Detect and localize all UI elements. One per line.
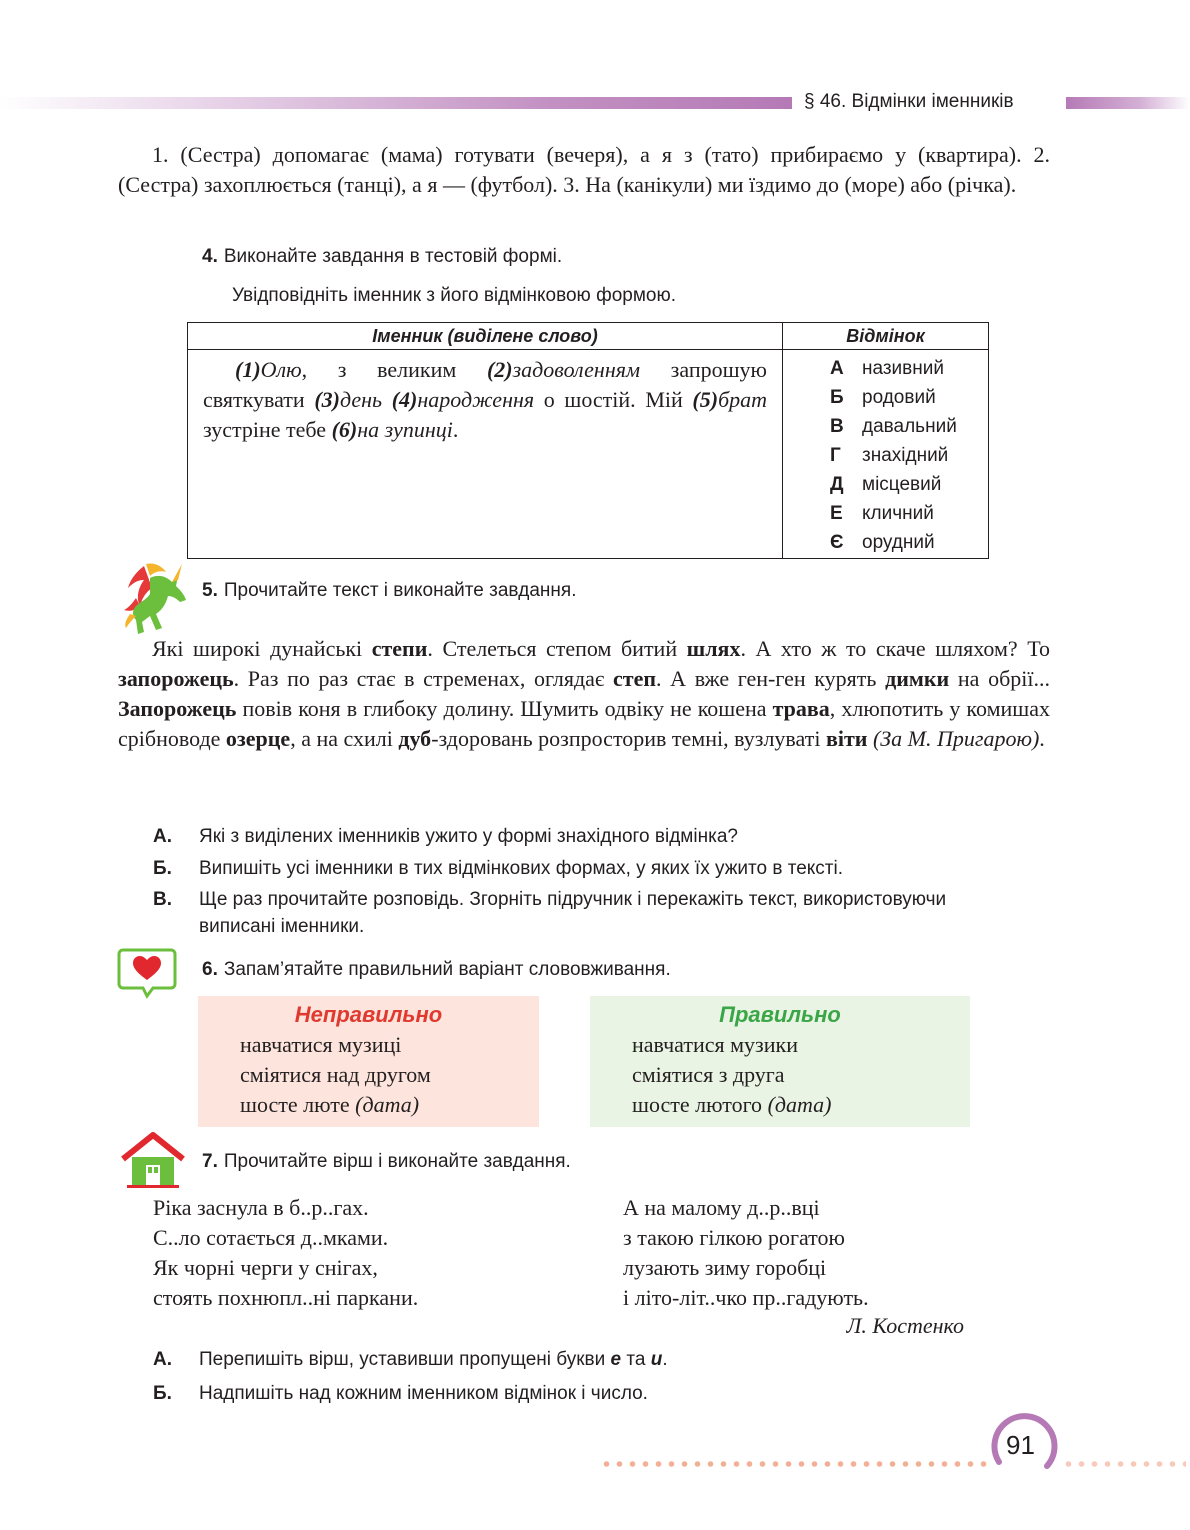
poem-line: стоять похнюпл..ні паркани.: [153, 1285, 419, 1310]
wrong-usage-line: навчатися музиці: [240, 1032, 402, 1057]
matching-table: [187, 322, 989, 559]
task5-paragraph: Які широкі дунайські степи. Стелеться степом битий шлях. А хто ж то скаче шляхом? То запорожець. Раз по раз стає в стременах, оглядає степ. А вже ген-ген курять димки на обрії... Запорожець повів коня в глибоку долину. Шумить одвіку не кошена трава, хлюпотить у комишах срібноводе озерце, а на схилі дуб-здоровань розпросторив темні, вузлуваті віти (За М. Пригарою).: [118, 636, 1051, 751]
intro-paragraph: 1. (Сестра) допомагає (мама) готувати (вечеря), а я з (тато) прибираємо у (квартира). 2. (Сестра) захоплюється (танці), а я — (футбол). 3. На (канікули) ми їздимо до (море) або (річка).: [118, 142, 1050, 197]
unicorn-icon: [116, 558, 200, 642]
poem-author: Л. Костенко: [846, 1313, 964, 1338]
poem-line: С..ло сотається д..мками.: [153, 1225, 389, 1250]
right-usage-line: сміятися з друга: [632, 1062, 785, 1087]
right-usage-line: шосте лютого (дата): [632, 1092, 832, 1117]
wrong-usage-box: [198, 996, 539, 1127]
poem-line: А на малому д..р..вці: [623, 1195, 820, 1220]
header-bar-left: [0, 97, 792, 109]
right-usage-box: [590, 996, 970, 1127]
task7-item-b: Б. Надпишіть над кожним іменником відмінок і число.: [153, 1383, 648, 1404]
page-dots-left: [600, 1461, 990, 1467]
case-option: Е кличний: [830, 503, 934, 524]
table-text-cell: [188, 350, 783, 559]
page-dots-right: [1062, 1461, 1186, 1467]
task4-subinstruction: Увідповідніть іменник з його відмінковою формою.: [232, 285, 676, 306]
poem-right-column: [623, 1193, 869, 1313]
case-option: Г знахідний: [830, 445, 949, 466]
page-number: 91: [1006, 1430, 1035, 1460]
heart-speech-icon: [117, 946, 177, 1000]
wrong-usage-line: сміятися над другом: [240, 1062, 431, 1087]
poem-line: лузають зиму горобці: [623, 1255, 827, 1280]
poem-line: і літо-літ..чко пр..гадують.: [623, 1285, 869, 1310]
case-option: Д місцевий: [830, 474, 942, 495]
table-sentence: (1)Олю, з великим (2)задоволенням запрошую святкувати (3)день (4)народження о шостій. Мій (5)брат зустріне тебе (6)на зупинці.: [203, 357, 768, 442]
table-options-cell: [783, 350, 989, 559]
right-usage-line: навчатися музики: [632, 1032, 798, 1057]
case-option: Є орудний: [830, 532, 935, 553]
task4-instruction: 4. Виконайте завдання в тестовій формі.: [202, 246, 563, 267]
task5-instruction: 5. Прочитайте текст і виконайте завдання.: [202, 580, 577, 601]
section-title: § 46. Відмінки іменників: [804, 91, 1014, 112]
poem-line: з такою гілкою рогатою: [623, 1225, 845, 1250]
task5-item-c: В. Ще раз прочитайте розповідь. Згорніть підручник і перекажіть текст, використовуючи виписані іменники.: [153, 889, 947, 937]
task7-instruction: 7. Прочитайте вірш і виконайте завдання.: [202, 1151, 571, 1172]
case-option: А називний: [830, 358, 944, 379]
table-header-noun: Іменник (виділене слово): [188, 323, 783, 350]
wrong-usage-title: Неправильно: [294, 1002, 443, 1027]
task5-item-b: Б. Випишіть усі іменники в тих відмінкових формах, у яких їх ужито в тексті.: [153, 858, 844, 879]
header-bar-right: [1066, 97, 1190, 109]
poem-left-column: [153, 1193, 418, 1313]
task6-instruction: 6. Запам’ятайте правильний варіант слововживання.: [202, 959, 671, 980]
task7-item-a: А. Перепишіть вірш, уставивши пропущені букви е та и.: [153, 1349, 668, 1370]
poem-line: Ріка заснула в б..р..гах.: [153, 1195, 369, 1220]
poem-line: Як чорні черги у снігах,: [153, 1255, 378, 1280]
table-header-case: Відмінок: [783, 323, 989, 350]
case-option: Б родовий: [830, 387, 936, 408]
task5-item-a: А. Які з виділених іменників ужито у формі знахідного відмінка?: [153, 826, 738, 847]
right-usage-title: Правильно: [719, 1002, 841, 1027]
case-option: В давальний: [830, 416, 957, 437]
house-icon: [119, 1131, 187, 1189]
wrong-usage-line: шосте люте (дата): [240, 1092, 420, 1117]
text-source: (За М. Пригарою): [872, 726, 1040, 751]
